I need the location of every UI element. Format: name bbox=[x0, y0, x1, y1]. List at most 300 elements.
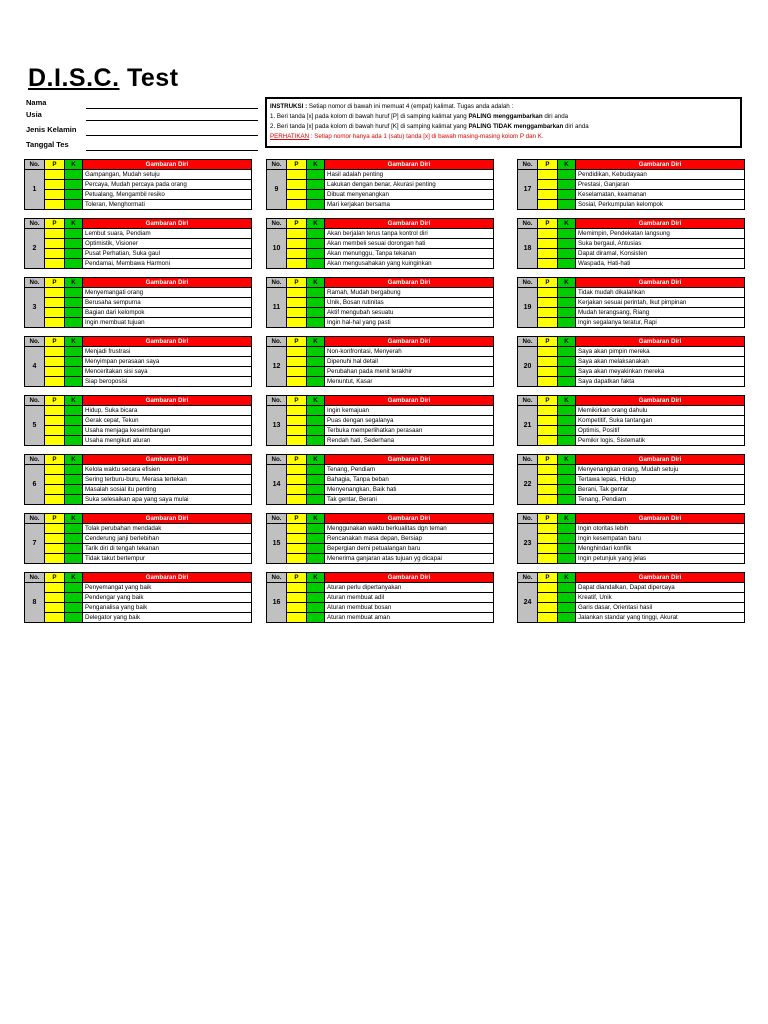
p-checkbox[interactable] bbox=[45, 229, 65, 239]
k-checkbox[interactable] bbox=[307, 190, 325, 200]
k-checkbox[interactable] bbox=[65, 200, 83, 210]
k-checkbox[interactable] bbox=[65, 436, 83, 446]
k-checkbox[interactable] bbox=[307, 239, 325, 249]
statement-text: Lembut suara, Pendiam bbox=[83, 229, 252, 239]
statement-text: Tidak mudah dikalahkan bbox=[576, 288, 745, 298]
statement-row bbox=[25, 347, 252, 357]
p-checkbox[interactable] bbox=[538, 416, 558, 426]
k-checkbox[interactable] bbox=[558, 308, 576, 318]
p-checkbox[interactable] bbox=[287, 603, 307, 613]
k-checkbox[interactable] bbox=[65, 357, 83, 367]
p-checkbox[interactable] bbox=[45, 524, 65, 534]
statement-row bbox=[25, 259, 252, 269]
name-line[interactable] bbox=[86, 108, 258, 109]
p-checkbox[interactable] bbox=[45, 416, 65, 426]
age-field-row[interactable] bbox=[26, 110, 258, 122]
p-checkbox[interactable] bbox=[287, 308, 307, 318]
k-checkbox[interactable] bbox=[307, 170, 325, 180]
k-checkbox[interactable] bbox=[307, 475, 325, 485]
statement-row bbox=[25, 465, 252, 475]
p-checkbox[interactable] bbox=[45, 465, 65, 475]
note-label: PERHATIKAN bbox=[270, 133, 310, 140]
header-row bbox=[518, 278, 745, 288]
p-checkbox[interactable] bbox=[287, 347, 307, 357]
p-checkbox[interactable] bbox=[45, 475, 65, 485]
k-checkbox[interactable] bbox=[65, 190, 83, 200]
p-checkbox[interactable] bbox=[287, 465, 307, 475]
k-checkbox[interactable] bbox=[558, 298, 576, 308]
header-description: Gambaran Diri bbox=[83, 337, 252, 347]
header-k: K bbox=[65, 278, 83, 288]
statement-row bbox=[518, 249, 745, 259]
test-date-field-row[interactable] bbox=[26, 140, 258, 152]
statement-text: Aturan membuat bosan bbox=[325, 603, 494, 613]
question-block-6 bbox=[24, 454, 252, 505]
p-checkbox[interactable] bbox=[538, 357, 558, 367]
k-checkbox[interactable] bbox=[65, 603, 83, 613]
statement-text: Rencanakan masa depan, Bersiap bbox=[325, 534, 494, 544]
p-checkbox[interactable] bbox=[538, 249, 558, 259]
p-checkbox[interactable] bbox=[287, 229, 307, 239]
question-block-8 bbox=[24, 572, 252, 623]
statement-row bbox=[518, 229, 745, 239]
p-checkbox[interactable] bbox=[45, 190, 65, 200]
k-checkbox[interactable] bbox=[558, 406, 576, 416]
statement-text: Bagian dari kelompok bbox=[83, 308, 252, 318]
question-number: 13 bbox=[267, 406, 287, 446]
p-checkbox[interactable] bbox=[538, 318, 558, 328]
statement-row bbox=[518, 416, 745, 426]
k-checkbox[interactable] bbox=[558, 229, 576, 239]
p-checkbox[interactable] bbox=[538, 475, 558, 485]
k-checkbox[interactable] bbox=[307, 229, 325, 239]
p-checkbox[interactable] bbox=[287, 318, 307, 328]
statement-text: Ingin kesempatan baru bbox=[576, 534, 745, 544]
title-word: Test bbox=[126, 64, 179, 92]
statement-text: Non-konfrontasi, Menyerah bbox=[325, 347, 494, 357]
p-checkbox[interactable] bbox=[538, 377, 558, 387]
k-checkbox[interactable] bbox=[307, 406, 325, 416]
k-checkbox[interactable] bbox=[65, 495, 83, 505]
question-block-18 bbox=[517, 218, 745, 269]
statement-text: Toleran, Menghormati bbox=[83, 200, 252, 210]
p-checkbox[interactable] bbox=[287, 406, 307, 416]
statement-row bbox=[25, 318, 252, 328]
k-checkbox[interactable] bbox=[65, 583, 83, 593]
k-checkbox[interactable] bbox=[558, 318, 576, 328]
k-checkbox[interactable] bbox=[558, 239, 576, 249]
statement-row bbox=[518, 583, 745, 593]
p-checkbox[interactable] bbox=[287, 416, 307, 426]
gender-field-row[interactable] bbox=[26, 125, 258, 137]
header-k: K bbox=[65, 455, 83, 465]
k-checkbox[interactable] bbox=[307, 180, 325, 190]
k-checkbox[interactable] bbox=[307, 357, 325, 367]
question-table bbox=[24, 395, 252, 446]
p-checkbox[interactable] bbox=[287, 377, 307, 387]
p-checkbox[interactable] bbox=[538, 298, 558, 308]
header-p: P bbox=[538, 337, 558, 347]
header-no: No. bbox=[518, 396, 538, 406]
p-checkbox[interactable] bbox=[45, 495, 65, 505]
k-checkbox[interactable] bbox=[558, 524, 576, 534]
p-checkbox[interactable] bbox=[287, 298, 307, 308]
statement-text: Ingin membuat tujuan bbox=[83, 318, 252, 328]
test-date-line[interactable] bbox=[86, 150, 258, 151]
statement-row bbox=[25, 495, 252, 505]
k-checkbox[interactable] bbox=[307, 534, 325, 544]
p-checkbox[interactable] bbox=[45, 583, 65, 593]
k-checkbox[interactable] bbox=[307, 603, 325, 613]
p-checkbox[interactable] bbox=[45, 357, 65, 367]
p-checkbox[interactable] bbox=[538, 544, 558, 554]
k-checkbox[interactable] bbox=[558, 367, 576, 377]
p-checkbox[interactable] bbox=[45, 544, 65, 554]
p-checkbox[interactable] bbox=[45, 170, 65, 180]
header-no: No. bbox=[25, 337, 45, 347]
header-row bbox=[25, 514, 252, 524]
header-no: No. bbox=[25, 219, 45, 229]
k-checkbox[interactable] bbox=[558, 259, 576, 269]
header-no: No. bbox=[267, 573, 287, 583]
p-checkbox[interactable] bbox=[45, 603, 65, 613]
name-field-row[interactable] bbox=[26, 98, 258, 110]
statement-text: Menyenangkan orang, Mudah setuju bbox=[576, 465, 745, 475]
statement-text: Dibuat menyenangkan bbox=[325, 190, 494, 200]
k-checkbox[interactable] bbox=[558, 583, 576, 593]
p-checkbox[interactable] bbox=[538, 239, 558, 249]
p-checkbox[interactable] bbox=[45, 259, 65, 269]
p-checkbox[interactable] bbox=[287, 170, 307, 180]
statement-row bbox=[518, 603, 745, 613]
k-checkbox[interactable] bbox=[65, 318, 83, 328]
p-checkbox[interactable] bbox=[45, 298, 65, 308]
statement-text: Menceritakan sisi saya bbox=[83, 367, 252, 377]
p-checkbox[interactable] bbox=[538, 593, 558, 603]
p-checkbox[interactable] bbox=[45, 613, 65, 623]
question-block-5 bbox=[24, 395, 252, 446]
p-checkbox[interactable] bbox=[287, 554, 307, 564]
p-checkbox[interactable] bbox=[287, 259, 307, 269]
k-checkbox[interactable] bbox=[307, 613, 325, 623]
question-number: 7 bbox=[25, 524, 45, 564]
p-checkbox[interactable] bbox=[538, 200, 558, 210]
k-checkbox[interactable] bbox=[558, 613, 576, 623]
p-checkbox[interactable] bbox=[538, 367, 558, 377]
question-number: 15 bbox=[267, 524, 287, 564]
p-checkbox[interactable] bbox=[287, 475, 307, 485]
header-description: Gambaran Diri bbox=[325, 219, 494, 229]
k-checkbox[interactable] bbox=[558, 249, 576, 259]
statement-row bbox=[25, 524, 252, 534]
k-checkbox[interactable] bbox=[558, 544, 576, 554]
p-checkbox[interactable] bbox=[538, 190, 558, 200]
statement-text: Keselamatan, keamanan bbox=[576, 190, 745, 200]
k-checkbox[interactable] bbox=[307, 318, 325, 328]
p-checkbox[interactable] bbox=[45, 249, 65, 259]
p-checkbox[interactable] bbox=[45, 347, 65, 357]
p-checkbox[interactable] bbox=[287, 524, 307, 534]
k-checkbox[interactable] bbox=[307, 426, 325, 436]
p-checkbox[interactable] bbox=[538, 613, 558, 623]
name-label: Nama bbox=[26, 98, 47, 107]
question-number: 6 bbox=[25, 465, 45, 505]
p-checkbox[interactable] bbox=[45, 200, 65, 210]
k-checkbox[interactable] bbox=[307, 367, 325, 377]
header-no: No. bbox=[25, 396, 45, 406]
p-checkbox[interactable] bbox=[538, 170, 558, 180]
question-block-22 bbox=[517, 454, 745, 505]
p-checkbox[interactable] bbox=[538, 583, 558, 593]
p-checkbox[interactable] bbox=[287, 495, 307, 505]
k-checkbox[interactable] bbox=[307, 436, 325, 446]
k-checkbox[interactable] bbox=[307, 544, 325, 554]
p-checkbox[interactable] bbox=[45, 436, 65, 446]
statement-text: Menuntut, Kasar bbox=[325, 377, 494, 387]
p-checkbox[interactable] bbox=[287, 249, 307, 259]
k-checkbox[interactable] bbox=[307, 465, 325, 475]
statement-row bbox=[267, 357, 494, 367]
k-checkbox[interactable] bbox=[65, 613, 83, 623]
p-checkbox[interactable] bbox=[538, 465, 558, 475]
statement-row bbox=[518, 554, 745, 564]
k-checkbox[interactable] bbox=[65, 475, 83, 485]
header-k: K bbox=[558, 278, 576, 288]
p-checkbox[interactable] bbox=[538, 603, 558, 613]
p-checkbox[interactable] bbox=[287, 180, 307, 190]
k-checkbox[interactable] bbox=[65, 308, 83, 318]
statement-text: Tenang, Pendiam bbox=[325, 465, 494, 475]
k-checkbox[interactable] bbox=[558, 603, 576, 613]
p-checkbox[interactable] bbox=[287, 544, 307, 554]
k-checkbox[interactable] bbox=[307, 377, 325, 387]
statement-row bbox=[25, 406, 252, 416]
header-p: P bbox=[45, 337, 65, 347]
k-checkbox[interactable] bbox=[65, 485, 83, 495]
p-checkbox[interactable] bbox=[287, 436, 307, 446]
question-number: 14 bbox=[267, 465, 287, 505]
statement-text: Gampangan, Mudah setuju bbox=[83, 170, 252, 180]
statement-row bbox=[518, 308, 745, 318]
k-checkbox[interactable] bbox=[65, 524, 83, 534]
k-checkbox[interactable] bbox=[65, 259, 83, 269]
p-checkbox[interactable] bbox=[45, 367, 65, 377]
p-checkbox[interactable] bbox=[287, 613, 307, 623]
k-checkbox[interactable] bbox=[558, 554, 576, 564]
statement-row bbox=[25, 200, 252, 210]
k-checkbox[interactable] bbox=[65, 249, 83, 259]
header-row bbox=[25, 160, 252, 170]
p-checkbox[interactable] bbox=[538, 554, 558, 564]
identity-fields bbox=[26, 98, 258, 152]
p-checkbox[interactable] bbox=[45, 593, 65, 603]
p-checkbox[interactable] bbox=[538, 436, 558, 446]
p-checkbox[interactable] bbox=[45, 180, 65, 190]
header-description: Gambaran Diri bbox=[325, 573, 494, 583]
k-checkbox[interactable] bbox=[558, 436, 576, 446]
k-checkbox[interactable] bbox=[307, 308, 325, 318]
k-checkbox[interactable] bbox=[65, 288, 83, 298]
header-k: K bbox=[558, 337, 576, 347]
statement-text: Memimpin, Pendekatan langsung bbox=[576, 229, 745, 239]
statement-text: Gerak cepat, Tekun bbox=[83, 416, 252, 426]
k-checkbox[interactable] bbox=[65, 465, 83, 475]
statement-text: Masalah sosial itu penting bbox=[83, 485, 252, 495]
p-checkbox[interactable] bbox=[538, 524, 558, 534]
header-p: P bbox=[45, 455, 65, 465]
k-checkbox[interactable] bbox=[307, 485, 325, 495]
k-checkbox[interactable] bbox=[307, 259, 325, 269]
header-description: Gambaran Diri bbox=[83, 219, 252, 229]
statement-row bbox=[267, 249, 494, 259]
p-checkbox[interactable] bbox=[538, 288, 558, 298]
statement-text: Kelola waktu secara efisien bbox=[83, 465, 252, 475]
k-checkbox[interactable] bbox=[65, 298, 83, 308]
k-checkbox[interactable] bbox=[65, 416, 83, 426]
statement-row bbox=[518, 259, 745, 269]
k-checkbox[interactable] bbox=[307, 593, 325, 603]
k-checkbox[interactable] bbox=[307, 200, 325, 210]
p-checkbox[interactable] bbox=[538, 229, 558, 239]
k-checkbox[interactable] bbox=[558, 485, 576, 495]
k-checkbox[interactable] bbox=[65, 426, 83, 436]
k-checkbox[interactable] bbox=[65, 406, 83, 416]
p-checkbox[interactable] bbox=[538, 485, 558, 495]
k-checkbox[interactable] bbox=[65, 544, 83, 554]
k-checkbox[interactable] bbox=[558, 416, 576, 426]
k-checkbox[interactable] bbox=[65, 593, 83, 603]
k-checkbox[interactable] bbox=[65, 180, 83, 190]
k-checkbox[interactable] bbox=[307, 524, 325, 534]
k-checkbox[interactable] bbox=[65, 367, 83, 377]
p-checkbox[interactable] bbox=[287, 288, 307, 298]
k-checkbox[interactable] bbox=[307, 495, 325, 505]
statement-text: Kerjakan sesuai perintah, Ikut pimpinan bbox=[576, 298, 745, 308]
k-checkbox[interactable] bbox=[558, 288, 576, 298]
k-checkbox[interactable] bbox=[65, 239, 83, 249]
k-checkbox[interactable] bbox=[65, 377, 83, 387]
gender-line[interactable] bbox=[86, 135, 258, 136]
header-k: K bbox=[65, 573, 83, 583]
k-checkbox[interactable] bbox=[558, 190, 576, 200]
statement-text: Dapat diramal, Konsisten bbox=[576, 249, 745, 259]
p-checkbox[interactable] bbox=[45, 239, 65, 249]
p-checkbox[interactable] bbox=[45, 485, 65, 495]
p-checkbox[interactable] bbox=[45, 288, 65, 298]
p-checkbox[interactable] bbox=[45, 406, 65, 416]
k-checkbox[interactable] bbox=[558, 534, 576, 544]
k-checkbox[interactable] bbox=[558, 377, 576, 387]
test-date-label: Tanggal Tes bbox=[26, 140, 69, 149]
k-checkbox[interactable] bbox=[307, 249, 325, 259]
k-checkbox[interactable] bbox=[65, 534, 83, 544]
k-checkbox[interactable] bbox=[307, 298, 325, 308]
header-p: P bbox=[287, 455, 307, 465]
p-checkbox[interactable] bbox=[287, 426, 307, 436]
question-block-7 bbox=[24, 513, 252, 564]
k-checkbox[interactable] bbox=[65, 554, 83, 564]
p-checkbox[interactable] bbox=[287, 485, 307, 495]
p-checkbox[interactable] bbox=[538, 259, 558, 269]
p-checkbox[interactable] bbox=[287, 593, 307, 603]
statement-row bbox=[267, 229, 494, 239]
p-checkbox[interactable] bbox=[538, 180, 558, 190]
statement-row bbox=[267, 347, 494, 357]
header-description: Gambaran Diri bbox=[576, 219, 745, 229]
p-checkbox[interactable] bbox=[538, 308, 558, 318]
p-checkbox[interactable] bbox=[287, 357, 307, 367]
k-checkbox[interactable] bbox=[307, 554, 325, 564]
k-checkbox[interactable] bbox=[307, 347, 325, 357]
statement-text: Tak gentar, Berani bbox=[325, 495, 494, 505]
statement-text: Ingin hal-hal yang pasti bbox=[325, 318, 494, 328]
p-checkbox[interactable] bbox=[45, 534, 65, 544]
p-checkbox[interactable] bbox=[538, 426, 558, 436]
question-number: 1 bbox=[25, 170, 45, 210]
k-checkbox[interactable] bbox=[558, 200, 576, 210]
p-checkbox[interactable] bbox=[538, 406, 558, 416]
k-checkbox[interactable] bbox=[307, 583, 325, 593]
k-checkbox[interactable] bbox=[558, 593, 576, 603]
k-checkbox[interactable] bbox=[558, 475, 576, 485]
header-p: P bbox=[45, 219, 65, 229]
p-checkbox[interactable] bbox=[287, 534, 307, 544]
p-checkbox[interactable] bbox=[287, 200, 307, 210]
statement-text: Rendah hati, Sederhana bbox=[325, 436, 494, 446]
header-k: K bbox=[558, 455, 576, 465]
instruction-1-emphasis: PALING menggambarkan bbox=[468, 113, 543, 120]
header-k: K bbox=[65, 337, 83, 347]
question-number: 10 bbox=[267, 229, 287, 269]
k-checkbox[interactable] bbox=[65, 347, 83, 357]
question-table bbox=[517, 336, 745, 387]
p-checkbox[interactable] bbox=[45, 554, 65, 564]
k-checkbox[interactable] bbox=[558, 170, 576, 180]
k-checkbox[interactable] bbox=[307, 416, 325, 426]
p-checkbox[interactable] bbox=[45, 308, 65, 318]
k-checkbox[interactable] bbox=[558, 180, 576, 190]
k-checkbox[interactable] bbox=[65, 170, 83, 180]
p-checkbox[interactable] bbox=[287, 239, 307, 249]
p-checkbox[interactable] bbox=[45, 426, 65, 436]
k-checkbox[interactable] bbox=[558, 465, 576, 475]
p-checkbox[interactable] bbox=[538, 495, 558, 505]
statement-row bbox=[25, 288, 252, 298]
p-checkbox[interactable] bbox=[538, 534, 558, 544]
header-p: P bbox=[538, 219, 558, 229]
header-row bbox=[518, 514, 745, 524]
age-line[interactable] bbox=[86, 120, 258, 121]
k-checkbox[interactable] bbox=[558, 357, 576, 367]
p-checkbox[interactable] bbox=[45, 377, 65, 387]
k-checkbox[interactable] bbox=[65, 229, 83, 239]
k-checkbox[interactable] bbox=[558, 347, 576, 357]
k-checkbox[interactable] bbox=[307, 288, 325, 298]
p-checkbox[interactable] bbox=[287, 367, 307, 377]
p-checkbox[interactable] bbox=[287, 190, 307, 200]
p-checkbox[interactable] bbox=[45, 318, 65, 328]
question-number: 9 bbox=[267, 170, 287, 210]
k-checkbox[interactable] bbox=[558, 495, 576, 505]
header-p: P bbox=[538, 573, 558, 583]
p-checkbox[interactable] bbox=[287, 583, 307, 593]
statement-text: Mudah terangsang, Riang bbox=[576, 308, 745, 318]
header-description: Gambaran Diri bbox=[83, 455, 252, 465]
header-no: No. bbox=[518, 337, 538, 347]
p-checkbox[interactable] bbox=[538, 347, 558, 357]
k-checkbox[interactable] bbox=[558, 426, 576, 436]
statement-text: Optimistik, Visioner bbox=[83, 239, 252, 249]
